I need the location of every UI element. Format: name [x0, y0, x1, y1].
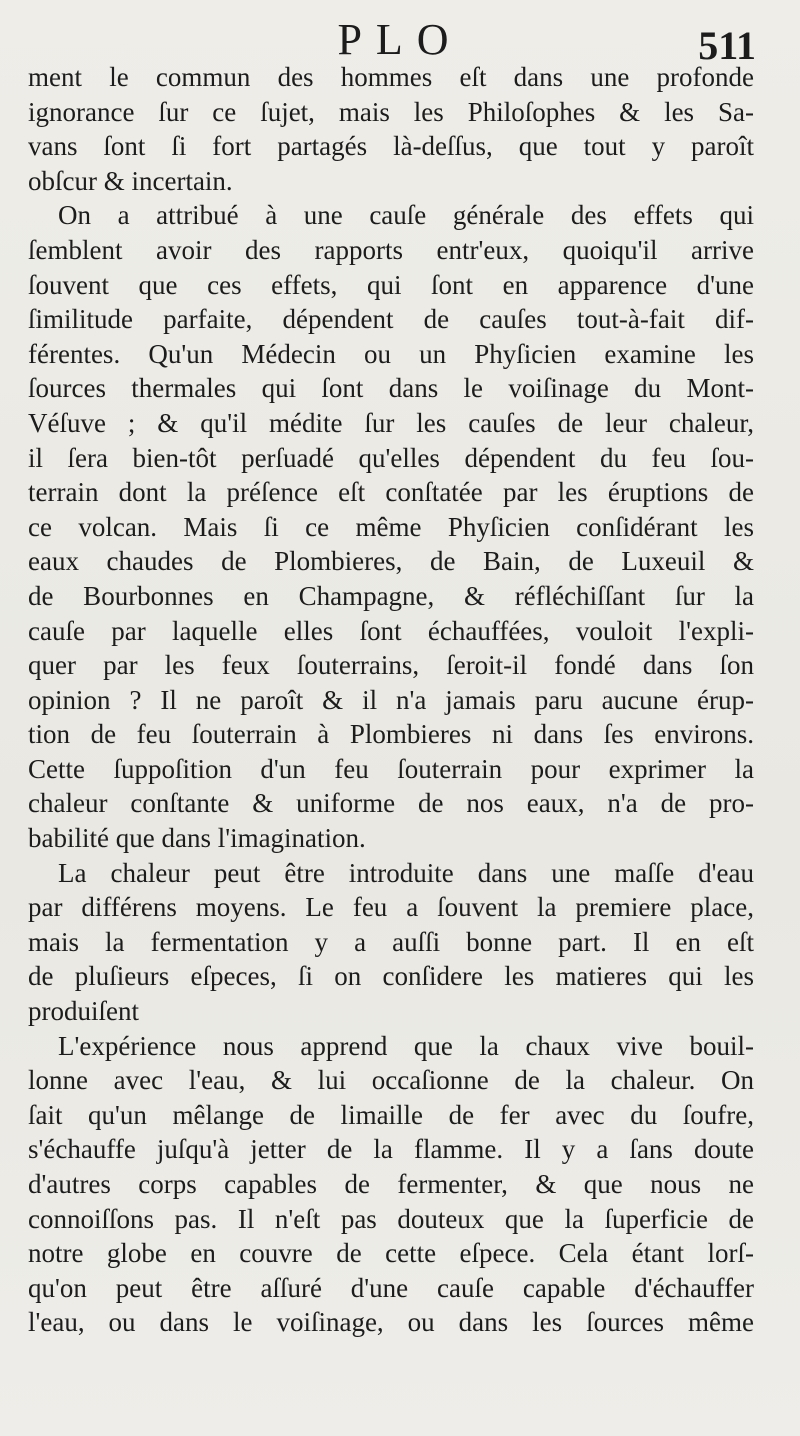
text-line: de pluſieurs eſpeces, ſi on conſidere les matieres qui les — [28, 961, 754, 992]
paragraph — [28, 60, 754, 198]
text-line: babilité que dans l'imagination. — [28, 823, 366, 854]
body-text — [28, 60, 754, 1340]
text-line: produiſent — [28, 996, 139, 1027]
text-line: ce volcan. Mais ſi ce même Phyſicien conſidérant les — [28, 511, 754, 542]
text-line: ignorance ſur ce ſujet, mais les Philoſophes & les Sa- — [28, 96, 754, 127]
text-line: vans ſont ſi fort partagés là-deſſus, que tout y paroît — [28, 131, 754, 162]
text-line: ſemblent avoir des rapports entr'eux, quoiqu'il arrive — [28, 234, 754, 265]
text-line: mais la fermentation y a auſſi bonne part. Il en eſt — [28, 926, 754, 957]
text-line: s'échauffe juſqu'à jetter de la flamme. Il y a ſans doute — [28, 1134, 754, 1165]
text-line: terrain dont la préſence eſt conſtatée par les éruptions de — [28, 477, 754, 508]
text-line: Cette ſuppoſition d'un feu ſouterrain pour exprimer la — [28, 753, 754, 784]
text-line: d'autres corps capables de fermenter, & que nous ne — [28, 1169, 754, 1199]
text-line: opinion ? Il ne paroît & il n'a jamais paru aucune érup- — [28, 684, 754, 715]
page-number: 511 — [698, 23, 756, 68]
text-line: qu'on peut être aſſuré d'une cauſe capable d'échauffer — [28, 1272, 754, 1303]
text-line: tion de feu ſouterrain à Plombieres ni dans ſes environs. — [28, 719, 754, 750]
text-line: Véſuve ; & qu'il médite ſur les cauſes de leur chaleur, — [28, 407, 754, 438]
text-line: chaleur conſtante & uniforme de nos eaux, n'a de pro- — [28, 788, 754, 819]
paragraph — [28, 198, 754, 855]
text-line: cauſe par laquelle elles ſont échauffées, vouloit l'expli- — [28, 615, 754, 646]
text-line: de Bourbonnes en Champagne, & réfléchiſſant ſur la — [28, 580, 754, 611]
paragraph — [28, 856, 754, 1029]
text-line: par différens moyens. Le feu a ſouvent la premiere place, — [28, 892, 754, 923]
text-line: il ſera bien-tôt perſuadé qu'elles dépendent du feu ſou- — [28, 442, 754, 473]
text-line: On a attribué à une cauſe générale des effets qui — [58, 200, 754, 231]
text-line: eaux chaudes de Plombieres, de Bain, de Luxeuil & — [28, 546, 754, 577]
text-line: l'eau, ou dans le voiſinage, ou dans les ſources même — [28, 1307, 754, 1338]
text-line: obſcur & incertain. — [28, 165, 233, 196]
text-line: ſimilitude parfaite, dépendent de cauſes tout-à-fait dif- — [28, 304, 754, 335]
text-line: connoiſſons pas. Il n'eſt pas douteux que la ſuperficie de — [28, 1203, 754, 1234]
text-line: L'expérience nous apprend que la chaux vive bouil- — [58, 1030, 754, 1061]
text-line: quer par les feux ſouterrains, ſeroit-il fondé dans ſon — [28, 650, 754, 681]
text-line: La chaleur peut être introduite dans une maſſe d'eau — [58, 857, 754, 888]
text-line: ſources thermales qui ſont dans le voiſinage du Mont- — [28, 373, 754, 404]
text-line: ſait qu'un mêlange de limaille de fer avec du ſoufre, — [28, 1099, 754, 1130]
text-line: ment le commun des hommes eſt dans une profonde — [28, 62, 754, 92]
text-line: ſouvent que ces effets, qui ſont en apparence d'une — [28, 269, 754, 300]
text-line: lonne avec l'eau, & lui occaſionne de la chaleur. On — [28, 1065, 754, 1096]
paragraph — [28, 1029, 754, 1340]
running-head: PLO — [337, 15, 463, 64]
text-line: férentes. Qu'un Médecin ou un Phyſicien examine les — [28, 338, 754, 369]
text-line: notre globe en couvre de cette eſpece. Cela étant lorſ- — [28, 1238, 754, 1269]
